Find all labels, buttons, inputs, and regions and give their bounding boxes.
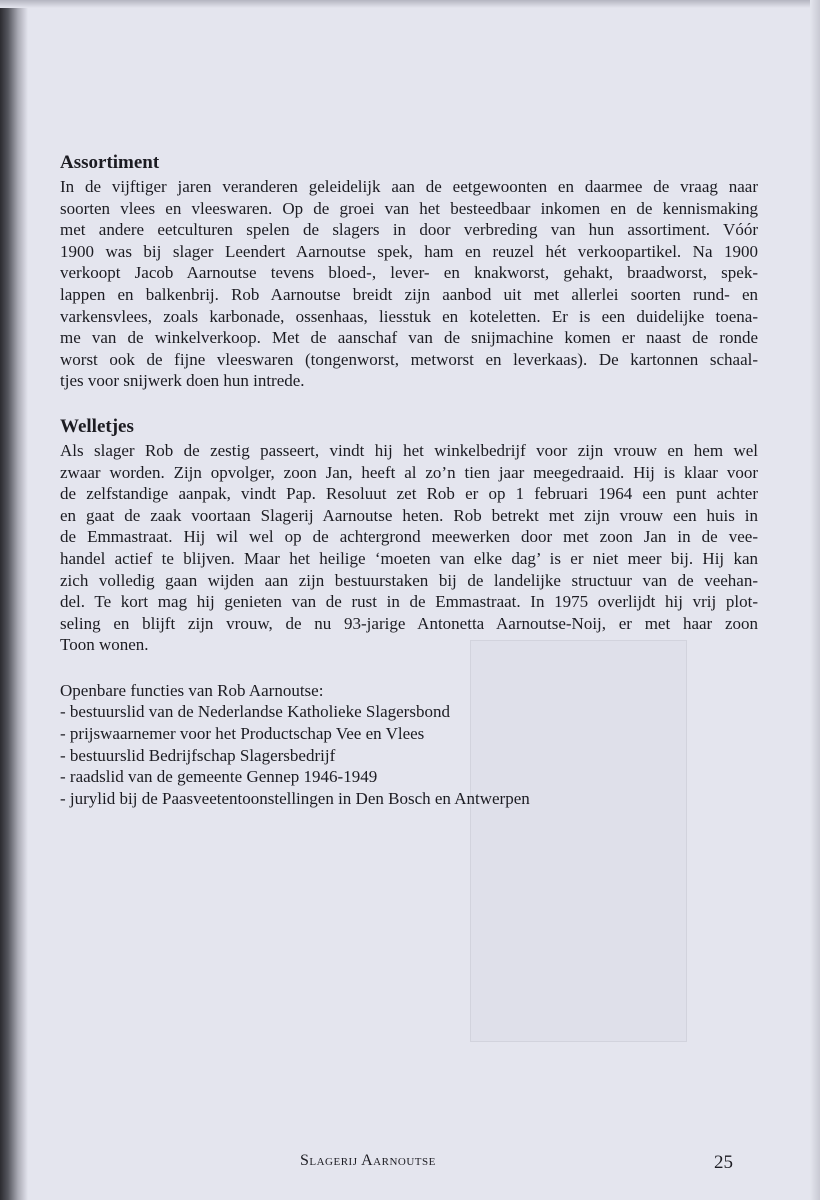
text-line: Toon wonen. [60,635,149,655]
list-item: - bestuurslid van de Nederlandse Katholieke Slagersbond [60,702,450,722]
list-item: - raadslid van de gemeente Gennep 1946-1949 [60,767,378,787]
list-item: - prijswaarnemer voor het Productschap Vee en Vlees [60,724,425,744]
text-line: varkensvlees, zoals karbonade, ossenhaas, liesstuk en koteletten. Er is een duidelijke toena- [60,306,758,326]
page-content [60,150,758,809]
spacer [60,392,758,414]
text-line: worst ook de fijne vleeswaren (tongenworst, metworst en leverkaas). De kartonnen schaal- [60,349,758,369]
list-item: - jurylid bij de Paasveetentoonstellingen in Den Bosch en Antwerpen [60,788,530,808]
page-right-edge [810,0,820,1200]
list-item: - bestuurslid Bedrijfschap Slagersbedrijf [60,745,336,765]
text-line: met andere eetculturen spelen de slagers in door verbreding van hun assortiment. Vóór [60,220,758,240]
text-line: verkoopt Jacob Aarnoutse tevens bloed-, lever- en knakworst, gehakt, braadworst, spek- [60,263,758,283]
book-binding-shadow [0,0,28,1200]
text-line: soorten vlees en vleeswaren. Op de groei van het besteedbaar inkomen en de kennismaking [60,198,758,218]
paragraph-welletjes [60,440,758,656]
text-line: Als slager Rob de zestig passeert, vindt hij het winkelbedrijf voor zijn vrouw en hem wel [60,440,758,460]
running-footer-title: Slagerij Aarnoutse [300,1152,436,1169]
text-line: lappen en balkenbrij. Rob Aarnoutse breidt zijn aanbod uit met allerlei soorten rund- en [60,284,758,304]
text-line: 1900 was bij slager Leendert Aarnoutse spek, ham en reuzel hét verkoopartikel. Na 1900 [60,241,758,261]
spacer [60,656,758,680]
text-line: en gaat de zaak voortaan Slagerij Aarnoutse heten. Rob betrekt met zijn vrouw een huis in [60,505,758,525]
page-number: 25 [714,1152,733,1173]
paragraph-assortiment [60,176,758,392]
text-line: In de vijftiger jaren veranderen geleidelijk aan de eetgewoonten en daarmee de vraag naar [60,177,758,196]
text-line: me van de winkelverkoop. Met de aanschaf van de snijmachine komen er naast de ronde [60,328,758,348]
text-line: zwaar worden. Zijn opvolger, zoon Jan, heeft al zo’n tien jaar meegedraaid. Hij is klaar voor [60,462,758,482]
section-heading-assortiment: Assortiment [60,152,160,173]
text-line: del. Te kort mag hij genieten van de rust in de Emmastraat. In 1975 overlijdt hij vrij plot- [60,592,758,612]
text-line: seling en blijft zijn vrouw, de nu 93-jarige Antonetta Aarnoutse-Noij, er met haar zoon [60,613,758,633]
text-line: handel actief te blijven. Maar het heilige ‘moeten van elke dag’ is er niet meer bij. Hij kan [60,548,758,568]
text-line: de zelfstandige aanpak, vindt Pap. Resoluut zet Rob er op 1 februari 1964 een punt achter [60,484,758,504]
page-top-edge [0,0,820,8]
section-heading-welletjes: Welletjes [60,415,134,437]
text-line: zich volledig gaan wijden aan zijn bestuurstaken bij de landelijke structuur van de veehan- [60,570,758,590]
text-line: de Emmastraat. Hij wil wel op de achtergrond meewerken door met zoon Jan in de vee- [60,527,758,547]
functions-list [60,701,758,809]
functions-title: Openbare functies van Rob Aarnoutse: [60,680,324,700]
text-line: tjes voor snijwerk doen hun intrede. [60,371,305,391]
